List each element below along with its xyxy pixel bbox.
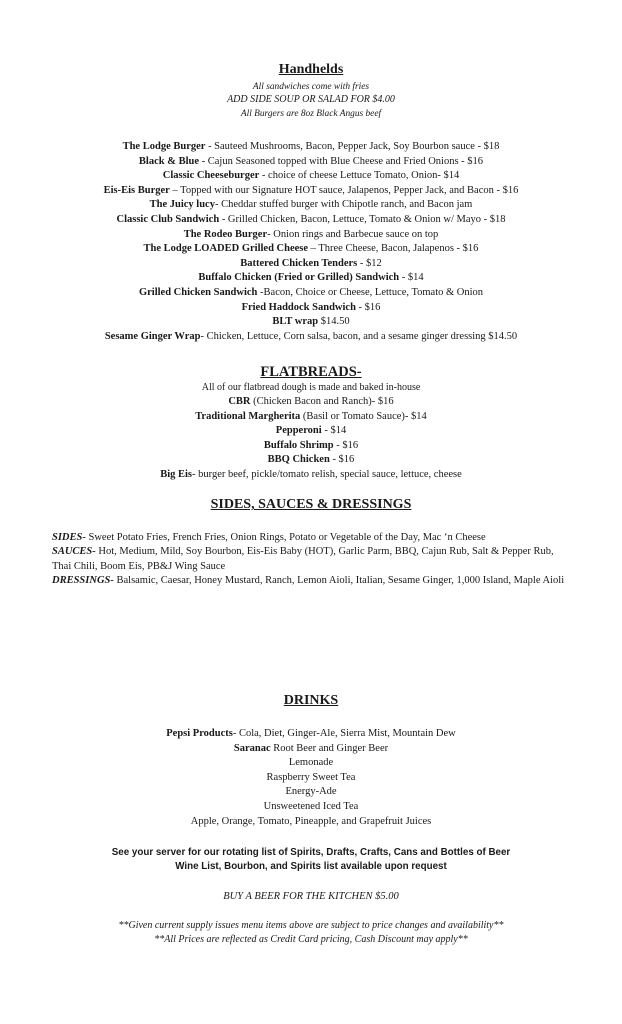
menu-item [0, 453, 622, 468]
handhelds-note-1: All sandwiches come with fries [252, 82, 370, 92]
item-desc: - $16 [355, 301, 381, 313]
item-name: The Lodge LOADED Grilled Cheese [143, 243, 309, 255]
drinks-title: DRINKS [283, 693, 339, 708]
item-desc: $14.50 [318, 316, 350, 328]
sauces-text [52, 545, 572, 574]
menu-item [0, 271, 622, 286]
drink-name: Saranac [233, 742, 271, 754]
item-desc: - $16 [333, 439, 359, 451]
flatbreads-list [0, 395, 622, 483]
menu-item [0, 155, 622, 170]
drinks-list [0, 727, 622, 829]
item-name: The Juicy lucy [149, 199, 215, 211]
item-desc: - burger beef, pickle/tomato relish, special sauce, lettuce, cheese [192, 468, 462, 480]
dressings-text [52, 574, 572, 589]
disclaimer-1: **Given current supply issues menu items above are subject to price changes and availability** [118, 920, 504, 931]
item-name: Pepperoni [275, 425, 322, 437]
item-desc: - Chicken, Lettuce, Corn salsa, bacon, and a sesame ginger dressing $14.50 [200, 330, 518, 342]
drink-item [0, 727, 622, 742]
item-name: Buffalo Shrimp [263, 439, 334, 451]
handhelds-title: Handhelds [278, 62, 344, 77]
drink-item: Lemonade [288, 757, 334, 769]
item-name: Battered Chicken Tenders [240, 257, 358, 269]
item-name: BBQ Chicken [267, 454, 330, 466]
flatbreads-note: All of our flatbread dough is made and baked in-house [201, 382, 421, 393]
drink-item: Raspberry Sweet Tea [266, 771, 356, 783]
disclaimer-2: **All Prices are reflected as Credit Card pricing, Cash Discount may apply** [154, 934, 468, 945]
item-name: Traditional Margherita [195, 410, 301, 422]
drink-item [0, 742, 622, 757]
item-name: Black & Blue [138, 155, 200, 167]
menu-item [0, 301, 622, 316]
kitchen-note: BUY A BEER FOR THE KITCHEN $5.00 [223, 891, 399, 902]
item-name: Fried Haddock Sandwich [241, 301, 356, 313]
menu-item [0, 424, 622, 439]
sauces-list: Hot, Medium, Mild, Soy Bourbon, Eis-Eis Baby (HOT), Garlic Parm, BBQ, Cajun Rub, Salt & Pepper Rub, Thai Chili, Boom Eis, PB&J Wing Sauce [52, 546, 554, 572]
menu-item [0, 395, 622, 410]
menu-item [0, 242, 622, 257]
item-desc: (Chicken Bacon and Ranch)- $16 [250, 396, 394, 407]
menu-item [0, 257, 622, 272]
item-name: Buffalo Chicken (Fried or Grilled) Sandwich [198, 272, 400, 284]
drink-desc: Root Beer and Ginger Beer [270, 742, 389, 754]
menu-item [0, 315, 622, 330]
menu-item [0, 184, 622, 199]
item-desc: – Topped with our Signature HOT sauce, Jalapenos, Pepper Jack, and Bacon - $16 [169, 184, 519, 196]
item-name: The Rodeo Burger [183, 228, 268, 240]
menu-item [0, 439, 622, 454]
item-desc: - Cajun Seasoned topped with Blue Cheese and Fried Onions - $16 [199, 155, 484, 167]
dressings-label: DRESSINGS- [52, 575, 114, 586]
item-desc: - $14 [321, 425, 347, 437]
spirits-line-1: See your server for our rotating list of Spirits, Drafts, Crafts, Cans and Bottles of Beer [111, 847, 511, 858]
menu-item [0, 169, 622, 184]
menu-item [0, 140, 622, 155]
item-desc: - Sauteed Mushrooms, Bacon, Pepper Jack, Soy Bourbon sauce - $18 [205, 141, 500, 152]
sauces-label: SAUCES- [52, 546, 96, 557]
menu-item [0, 330, 622, 345]
item-name: BLT wrap [272, 316, 319, 328]
sides-label: SIDES- [52, 532, 86, 543]
dressings-list: Balsamic, Caesar, Honey Mustard, Ranch, Lemon Aioli, Italian, Sesame Ginger, 1,000 Island, Maple Aioli [113, 575, 565, 586]
drink-item: Apple, Orange, Tomato, Pineapple, and Grapefruit Juices [190, 815, 432, 827]
item-name: The Lodge Burger [122, 141, 206, 152]
menu-item [0, 286, 622, 301]
item-desc: – Three Cheese, Bacon, Jalapenos - $16 [308, 243, 479, 255]
menu-item [0, 410, 622, 425]
drink-desc: - Cola, Diet, Ginger-Ale, Sierra Mist, Mountain Dew [232, 728, 456, 739]
sides-text [52, 531, 572, 546]
item-desc: (Basil or Tomato Sauce)- $14 [300, 410, 427, 422]
handhelds-note-2: ADD SIDE SOUP OR SALAD FOR $4.00 [227, 94, 395, 105]
sides-title: SIDES, SAUCES & DRESSINGS [210, 497, 412, 512]
menu-item [0, 468, 622, 483]
item-name: Big Eis [160, 468, 193, 480]
item-name: CBR [228, 396, 251, 407]
item-desc: - $12 [357, 257, 382, 269]
item-desc: -Bacon, Choice or Cheese, Lettuce, Tomato & Onion [257, 286, 484, 298]
flatbreads-title: FLATBREADS- [260, 364, 362, 380]
item-desc: - $16 [329, 454, 355, 466]
item-name: Eis-Eis Burger [103, 184, 170, 196]
menu-item [0, 228, 622, 243]
handhelds-note-3: All Burgers are 8oz Black Angus beef [240, 109, 382, 119]
item-name: Grilled Chicken Sandwich [138, 286, 258, 298]
drink-item: Unsweetened Iced Tea [263, 800, 359, 812]
spirits-line-2: Wine List, Bourbon, and Spirits list available upon request [175, 861, 447, 872]
item-desc: - choice of cheese Lettuce Tomato, Onion- $14 [259, 170, 460, 182]
sides-list: Sweet Potato Fries, French Fries, Onion Rings, Potato or Vegetable of the Day, Mac ‘n Cheese [85, 532, 486, 543]
drink-item: Energy-Ade [285, 786, 337, 798]
drink-name: Pepsi Products [166, 728, 233, 739]
item-desc: - $14 [399, 272, 424, 284]
item-name: Classic Club Sandwich [116, 213, 220, 225]
item-desc: - Cheddar stuffed burger with Chipotle ranch, and Bacon jam [214, 199, 473, 211]
item-name: Sesame Ginger Wrap [104, 330, 201, 342]
menu-item [0, 213, 622, 228]
item-desc: - Onion rings and Barbecue sauce on top [267, 228, 439, 240]
item-desc: - Grilled Chicken, Bacon, Lettuce, Tomato & Onion w/ Mayo - $18 [219, 213, 506, 225]
menu-item [0, 198, 622, 213]
item-name: Classic Cheeseburger [162, 170, 260, 182]
handhelds-list [0, 140, 622, 344]
